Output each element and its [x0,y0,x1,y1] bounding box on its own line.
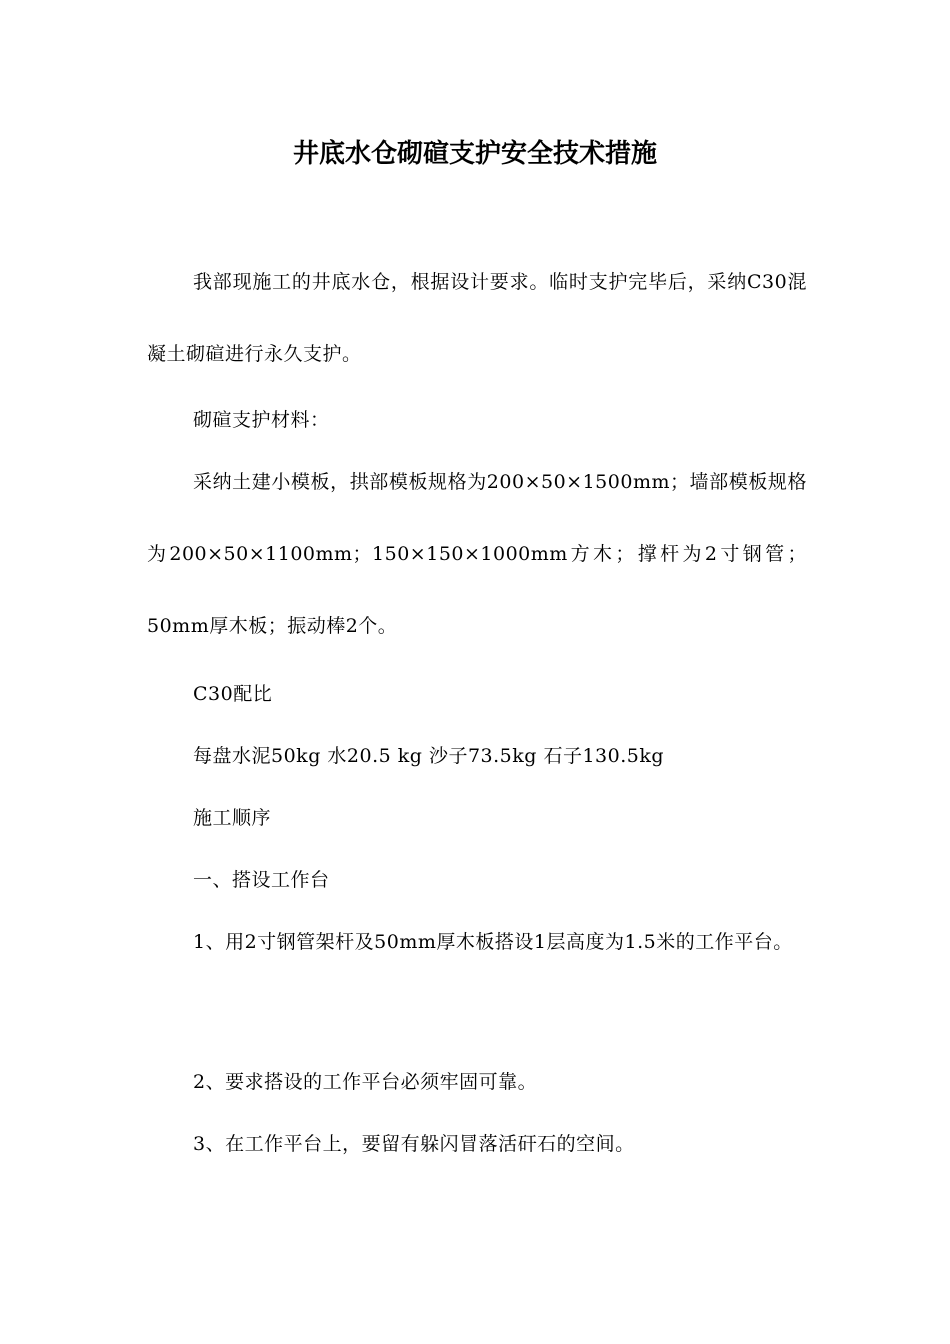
paragraph-intro: 我部现施工的井底水仓，根据设计要求。临时支护完毕后，采纳C30混凝土砌碹进行永久支护。 [147,271,807,365]
list-item-3: 3、在工作平台上，要留有躲闪冒落活矸石的空间。 [193,1133,635,1155]
section-heading-workbench: 一、搭设工作台 [193,869,330,891]
paragraph-materials: 采纳土建小模板，拱部模板规格为200×50×1500mm；墙部模板规格为200×50×1100mm；150×150×1000mm方木；撑杆为2寸钢管；50mm厚木板；振动棒2个。 [147,471,807,637]
paragraph-materials-heading: 砌碹支护材料： [193,409,330,431]
paragraph-sequence-heading: 施工顺序 [193,807,272,829]
list-item-1: 1、用2寸钢管架杆及50mm厚木板搭设1层高度为1.5米的工作平台。 [193,931,793,953]
paragraph-mix-heading: C30配比 [193,683,273,705]
paragraph-mix: 每盘水泥50kg 水20.5 kg 沙子73.5kg 石子130.5kg [193,745,665,767]
list-item-2: 2、要求搭设的工作平台必须牢固可靠。 [193,1071,538,1093]
document-title: 井底水仓砌碹支护安全技术措施 [292,139,657,169]
